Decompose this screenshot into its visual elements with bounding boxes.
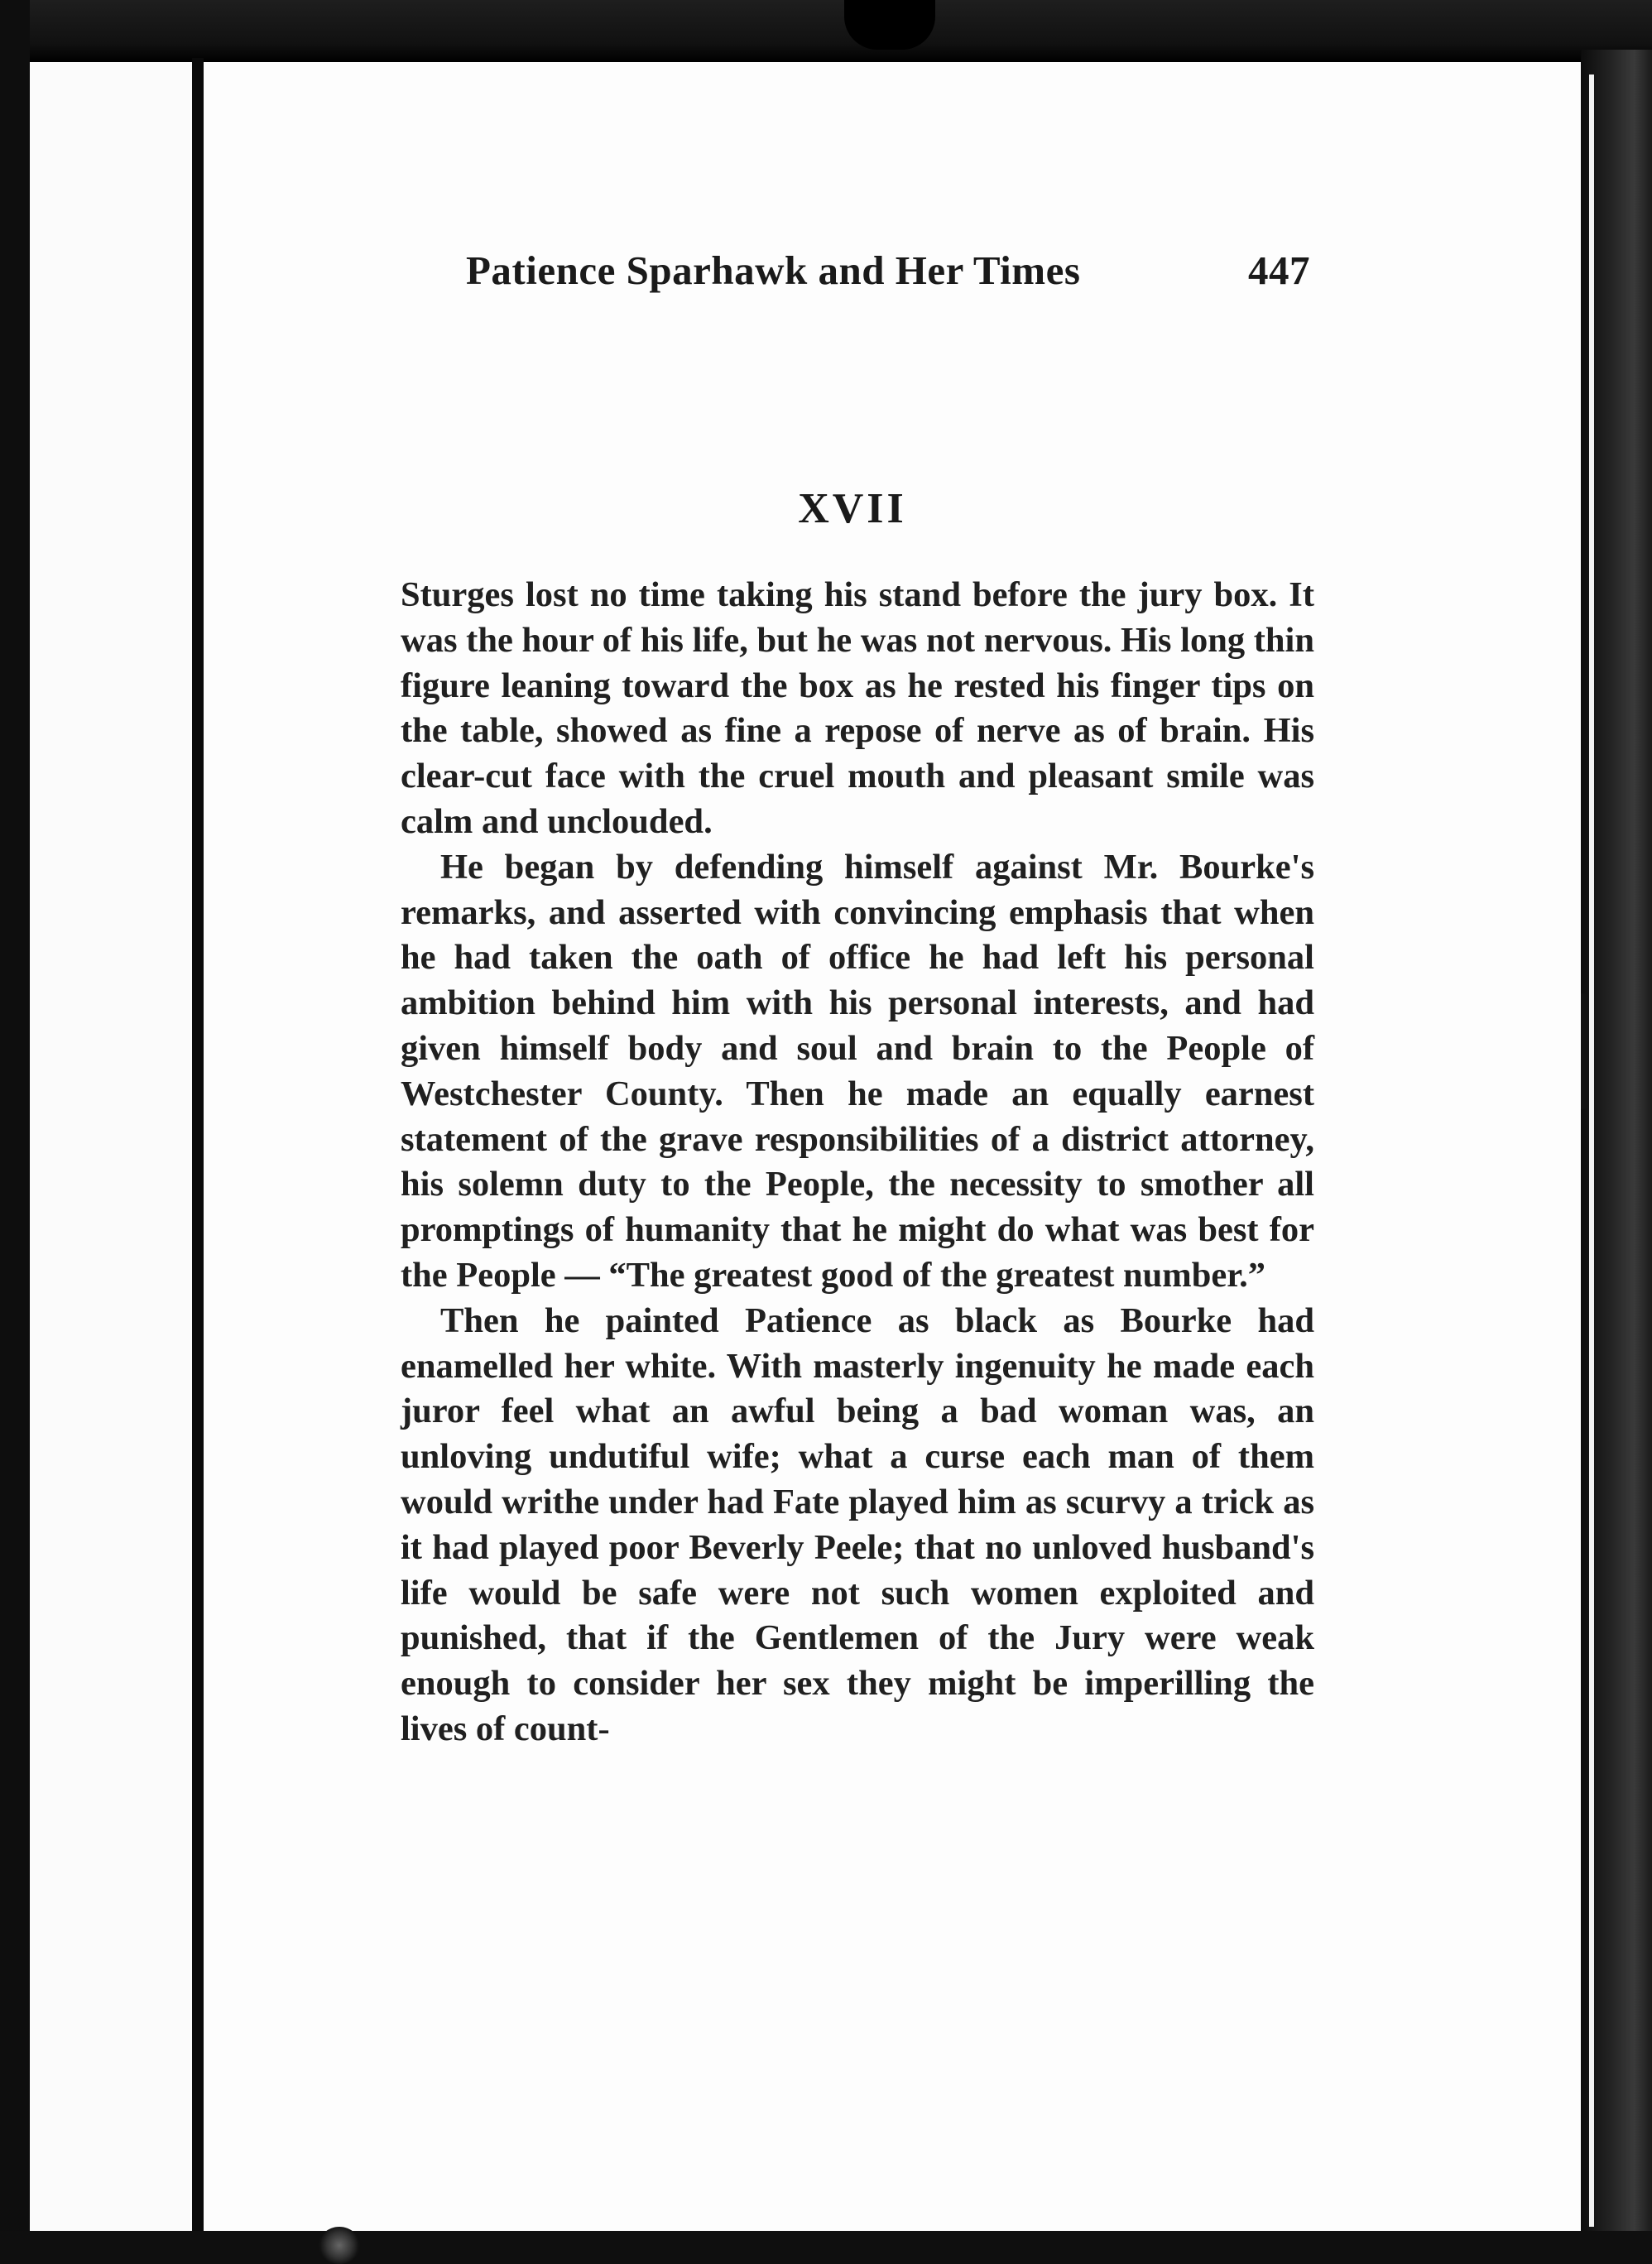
previous-page-edge <box>30 62 192 2231</box>
book-gutter <box>192 58 204 2243</box>
scan-right-page-edge <box>1589 75 1594 2227</box>
body-text <box>401 573 1314 1752</box>
scan-top-border <box>0 0 1652 62</box>
paragraph-2: He began by defending himself against Mr. Bourke's remarks, and asserted with convincing emphasis that when he had taken the oath of office he had left his personal ambition behind him with his personal interests, and had given himself body and soul and brain to the People of Westchester County. Then he made an equally earnest statement of the grave responsibilities of a district attorney, his solemn duty to the People, the necessity to smother all promptings of humanity that he might do what was best for the People — “The greatest good of the greatest number.” <box>401 847 1314 1295</box>
running-head <box>466 247 1310 296</box>
scan-bottom-border <box>0 2231 1652 2264</box>
scan-bottom-blot <box>319 2227 360 2264</box>
scan-top-blot <box>844 0 935 50</box>
running-head-title: Patience Sparhawk and Her Times <box>466 248 1081 293</box>
page-number: 447 <box>1248 248 1310 293</box>
paragraph-1: Sturges lost no time taking his stand before the jury box. It was the hour of his life, but he was not nervous. His long thin figure leaning toward the box as he rested his finger tips on the table, showed as fine a repose of nerve as of brain. His clear-cut face with the cruel mouth and pleasant smile was calm and unclouded. <box>401 575 1314 841</box>
paragraph-3: Then he painted Patience as black as Bourke had enamelled her white. With masterly ingenuity he made each juror feel what an awful being a bad woman was, an unloving undutiful wife; what a curse each man of them would writhe under had Fate played him as scurvy a trick as it had played poor Beverly Peele; that no unloved husband's life would be safe were not such women exploited and punished, that if the Gentlemen of the Jury were weak enough to consider her sex they might be imperilling the lives of count- <box>401 1300 1314 1748</box>
scan-left-border <box>0 0 30 2264</box>
chapter-heading: XVII <box>798 485 907 532</box>
